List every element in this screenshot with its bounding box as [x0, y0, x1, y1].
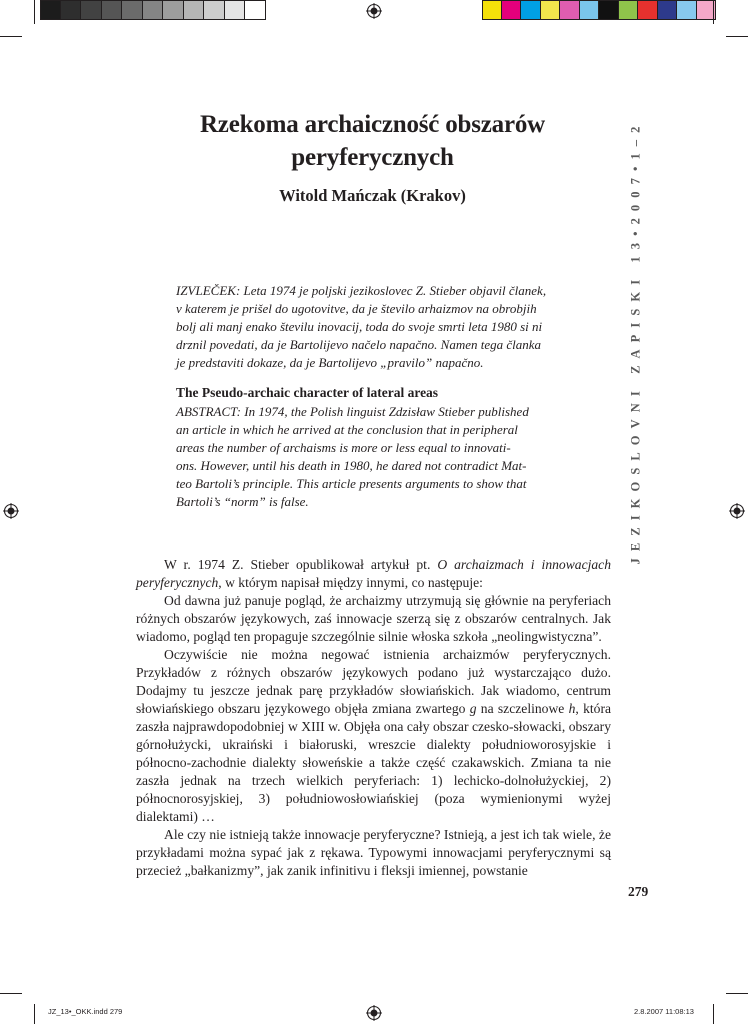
- article-body: [136, 556, 611, 880]
- crop-mark-bottom-right-v: [713, 1004, 714, 1024]
- abstract-line: areas the number of archaisms is more or less equal to innovati-: [176, 440, 511, 455]
- registration-target-icon: [366, 3, 382, 19]
- gray-swatch: [122, 0, 143, 20]
- crop-mark-bottom-right-h: [726, 993, 748, 994]
- color-swatch: [619, 0, 639, 20]
- slug-file-name: JZ_13•_OKK.indd 279: [48, 1007, 123, 1016]
- article-title-line-1: Rzekoma archaiczność obszarów: [199, 111, 546, 138]
- gray-swatch: [184, 0, 205, 20]
- journal-running-header-text: JEZIKOSLOVNI ZAPISKI 13•2007•1–2: [628, 119, 643, 565]
- journal-running-header: [627, 118, 645, 566]
- abstract-line: teo Bartoli’s principle. This article presents arguments to show that: [176, 476, 527, 491]
- gray-swatch: [225, 0, 246, 20]
- gray-swatch: [163, 0, 184, 20]
- color-swatch: [482, 0, 502, 20]
- body-italic-letter: g: [469, 701, 477, 716]
- body-paragraph: [136, 646, 611, 826]
- gray-swatch: [204, 0, 225, 20]
- gray-swatch: [40, 0, 61, 20]
- color-swatch: [658, 0, 678, 20]
- abstract-line: v katerem je prišel do ugotovitve, da je število arhaizmov na obrobjih: [176, 301, 537, 316]
- article-title: [140, 108, 605, 174]
- crop-mark-bottom-left-v: [34, 1004, 35, 1024]
- color-swatch: [521, 0, 541, 20]
- body-text-run: W r. 1974 Z. Stieber opublikował artykuł pt.: [164, 557, 438, 572]
- gray-swatch: [245, 0, 266, 20]
- page-number: 279: [628, 884, 649, 899]
- abstract-line: drznil povedati, da je Bartolijevo načelo napačno. Namen tega članka: [176, 337, 542, 352]
- abstract-line: bolj ali manj enako številu inovacij, toda do svoje smrti leta 1980 si ni: [176, 319, 543, 334]
- gray-swatch: [143, 0, 164, 20]
- body-paragraph: Ale czy nie istnieją także innowacje peryferyczne? Istnieją, a jest ich tak wiele, że przykładami można sypać jak z rękawa. Typowymi innowacjami peryferycznymi są przecież „bałkanizmy”, jak zanik infinitivu i fleksji imiennej, powstanie: [136, 827, 611, 878]
- abstract-slovene: [176, 282, 573, 372]
- crop-mark-top-right-v: [713, 0, 714, 24]
- article-author: Witold Mańczak (Krakov): [279, 186, 466, 205]
- registration-target-icon: [366, 1005, 382, 1021]
- abstract-line: an article in which he arrived at the conclusion that in peripheral: [176, 422, 518, 437]
- article-title-line-2: peryferycznych: [291, 144, 454, 171]
- abstract-line: IZVLEČEK: Leta 1974 je poljski jezikoslovec Z. Stieber objavil članek,: [176, 283, 547, 298]
- abstract-line: ons. However, until his death in 1980, he dared not contradict Mat-: [176, 458, 527, 473]
- body-paragraph: [136, 556, 611, 592]
- body-quote-paragraph: Od dawna już panuje pogląd, że archaizmy utrzymują się głównie na peryferiach różnych obszarów językowych, zaś innowacje szerzą się z obszarów centralnych. Jak wiadomo, pogląd ten propaguje szczególnie silnie włoska szkoła „neolingwistyczna”.: [136, 593, 611, 644]
- color-swatch: [580, 0, 600, 20]
- crop-mark-top-right-h: [726, 36, 748, 37]
- registration-target-icon: [3, 503, 19, 519]
- color-swatch: [638, 0, 658, 20]
- body-text-run: na szczelinowe: [476, 701, 569, 716]
- gray-swatch: [61, 0, 82, 20]
- abstract-english: [176, 403, 573, 511]
- abstract-line: ABSTRACT: In 1974, the Polish linguist Zdzisław Stieber published: [176, 404, 529, 419]
- color-swatch: [502, 0, 522, 20]
- color-swatch: [599, 0, 619, 20]
- slug-date-time: 2.8.2007 11:08:13: [634, 1007, 694, 1016]
- color-swatch: [541, 0, 561, 20]
- abstract-line: je predstaviti dokaze, da je Bartolijevo „pravilo” napačno.: [176, 355, 484, 370]
- gray-swatch: [102, 0, 123, 20]
- color-swatch: [677, 0, 697, 20]
- crop-mark-bottom-left-h: [0, 993, 22, 994]
- abstract-line: Bartoli’s “norm” is false.: [176, 494, 309, 509]
- color-swatch: [560, 0, 580, 20]
- crop-mark-top-left-v: [34, 0, 35, 24]
- crop-mark-top-left-h: [0, 36, 22, 37]
- abstract-english-heading: The Pseudo-archaic character of lateral areas: [176, 385, 439, 400]
- gray-swatch: [81, 0, 102, 20]
- body-text-run: , w którym napisał między innymi, co następuje:: [218, 575, 483, 590]
- registration-target-icon: [729, 503, 745, 519]
- body-text-run: Oczywiście nie można negować istnienia archaizmów peryferycznych. Przykładów z różnych obszarów językowych podano już wystarczająco dużo. Dodajmy tu jeszcze jednak parę przykładów słowiańskich. Jak wiadomo, centrum słowiańskiego obszaru językowego objęła zmiana zwartego: [136, 647, 611, 716]
- body-text-run: , która zaszła najprawdopodobniej w XIII w. Objęła ona cały obszar czesko-słowacki, obszary górnołużycki, ukraiński i białoruski, wreszcie dialekty południoworosyjskie i północno-zachodnie dialekty słoweńskie a także część czakawskich. Zmiana ta nie zaszła jednak na trzech wielkich peryferiach: 1) lechicko-dolnołużyckiej, 2) północnorosyjskiej, 3) południowosłowiańskiej (poza wymienionymi wyżej dialektami) …: [136, 701, 611, 824]
- body-italic-letter: h: [568, 701, 576, 716]
- cited-title: O archaizmach i innowacjach peryferycznych: [136, 557, 612, 590]
